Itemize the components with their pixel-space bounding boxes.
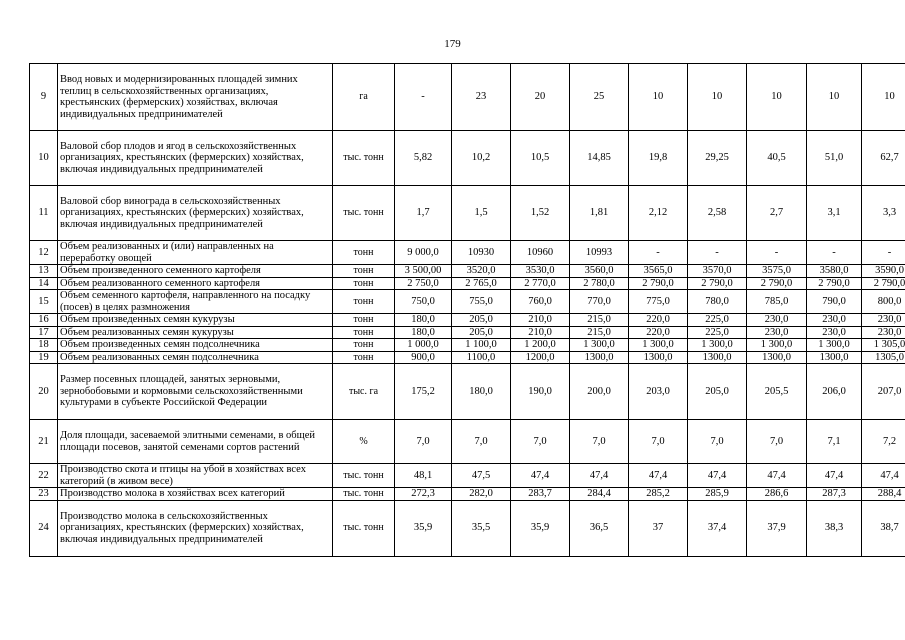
value-cell: 210,0 [511, 326, 570, 339]
value-cell: 283,7 [511, 488, 570, 501]
value-cell: 2 790,0 [807, 277, 862, 290]
value-cell: 3,1 [807, 186, 862, 241]
value-cell: 285,2 [629, 488, 688, 501]
value-cell: 205,0 [688, 364, 747, 420]
value-cell: 20 [511, 64, 570, 131]
value-cell: 19,8 [629, 131, 688, 186]
value-cell: 230,0 [862, 326, 905, 339]
value-cell: 2,7 [747, 186, 807, 241]
value-cell: 285,9 [688, 488, 747, 501]
value-cell: 206,0 [807, 364, 862, 420]
table-row [30, 364, 905, 420]
value-cell: 1300,0 [747, 351, 807, 364]
row-number: 24 [30, 500, 58, 556]
value-cell: 3 500,00 [395, 265, 452, 278]
value-cell: 1 200,0 [511, 339, 570, 352]
value-cell: 1,52 [511, 186, 570, 241]
unit-of-measure: тонн [333, 351, 395, 364]
table-row [30, 351, 905, 364]
value-cell: - [747, 241, 807, 265]
value-cell: 1 100,0 [452, 339, 511, 352]
value-cell: 7,0 [688, 420, 747, 464]
unit-of-measure: тыс. га [333, 364, 395, 420]
value-cell: 37,4 [688, 500, 747, 556]
value-cell: 282,0 [452, 488, 511, 501]
value-cell: - [629, 241, 688, 265]
value-cell: 210,0 [511, 314, 570, 327]
value-cell: 3580,0 [807, 265, 862, 278]
value-cell: 215,0 [570, 314, 629, 327]
value-cell: 47,5 [452, 464, 511, 488]
value-cell: 3,3 [862, 186, 905, 241]
value-cell: 180,0 [395, 314, 452, 327]
value-cell: 207,0 [862, 364, 905, 420]
unit-of-measure: тонн [333, 290, 395, 314]
page-number: 179 [444, 38, 461, 50]
value-cell: 755,0 [452, 290, 511, 314]
value-cell: 10960 [511, 241, 570, 265]
value-cell: 220,0 [629, 314, 688, 327]
value-cell: 205,0 [452, 326, 511, 339]
indicator-name: Производство молока в сельскохозяйственных организациях, крестьянских (фермерских) хозяйствах, включая индивидуальных предпринимателей [58, 500, 333, 556]
value-cell: 2 790,0 [862, 277, 905, 290]
unit-of-measure: % [333, 420, 395, 464]
table-row [30, 464, 905, 488]
value-cell: 1305,0 [862, 351, 905, 364]
value-cell: 47,4 [807, 464, 862, 488]
value-cell: 5,82 [395, 131, 452, 186]
row-number: 16 [30, 314, 58, 327]
value-cell: 47,4 [747, 464, 807, 488]
value-cell: 10 [862, 64, 905, 131]
value-cell: - [862, 241, 905, 265]
table-row [30, 186, 905, 241]
value-cell: 10 [688, 64, 747, 131]
value-cell: 1 300,0 [570, 339, 629, 352]
value-cell: 3575,0 [747, 265, 807, 278]
row-number: 15 [30, 290, 58, 314]
value-cell: 3520,0 [452, 265, 511, 278]
value-cell: 230,0 [747, 314, 807, 327]
value-cell: 10 [747, 64, 807, 131]
value-cell: 2 780,0 [570, 277, 629, 290]
unit-of-measure: тыс. тонн [333, 131, 395, 186]
value-cell: 2 790,0 [747, 277, 807, 290]
value-cell: 7,0 [452, 420, 511, 464]
value-cell: 10930 [452, 241, 511, 265]
row-number: 20 [30, 364, 58, 420]
row-number: 18 [30, 339, 58, 352]
value-cell: 1300,0 [688, 351, 747, 364]
value-cell: 205,0 [452, 314, 511, 327]
unit-of-measure: тонн [333, 277, 395, 290]
row-number: 12 [30, 241, 58, 265]
value-cell: 35,9 [395, 500, 452, 556]
table-row [30, 290, 905, 314]
indicators-table [29, 63, 905, 557]
table-row [30, 64, 905, 131]
value-cell: 7,0 [629, 420, 688, 464]
value-cell: 286,6 [747, 488, 807, 501]
value-cell: 1300,0 [807, 351, 862, 364]
value-cell: 785,0 [747, 290, 807, 314]
row-number: 17 [30, 326, 58, 339]
value-cell: 1,5 [452, 186, 511, 241]
value-cell: 1300,0 [570, 351, 629, 364]
value-cell: 200,0 [570, 364, 629, 420]
value-cell: 1 300,0 [807, 339, 862, 352]
value-cell: 29,25 [688, 131, 747, 186]
unit-of-measure: тыс. тонн [333, 488, 395, 501]
value-cell: 3570,0 [688, 265, 747, 278]
table-row [30, 241, 905, 265]
value-cell: 2,58 [688, 186, 747, 241]
indicator-name: Доля площади, засеваемой элитными семенами, в общей площади посевов, занятой семенами сортов растений [58, 420, 333, 464]
value-cell: 7,0 [570, 420, 629, 464]
table-row [30, 420, 905, 464]
row-number: 11 [30, 186, 58, 241]
row-number: 22 [30, 464, 58, 488]
value-cell: - [688, 241, 747, 265]
value-cell: 1,81 [570, 186, 629, 241]
value-cell: 2 765,0 [452, 277, 511, 290]
indicator-name: Объем реализованных семян подсолнечника [58, 351, 333, 364]
value-cell: 37 [629, 500, 688, 556]
value-cell: 2 790,0 [688, 277, 747, 290]
row-number: 21 [30, 420, 58, 464]
value-cell: 800,0 [862, 290, 905, 314]
value-cell: 7,0 [395, 420, 452, 464]
indicator-name: Объем произведенных семян подсолнечника [58, 339, 333, 352]
unit-of-measure: тыс. тонн [333, 464, 395, 488]
unit-of-measure: тонн [333, 326, 395, 339]
value-cell: 205,5 [747, 364, 807, 420]
value-cell: 3560,0 [570, 265, 629, 278]
value-cell: 790,0 [807, 290, 862, 314]
unit-of-measure: тонн [333, 241, 395, 265]
value-cell: 48,1 [395, 464, 452, 488]
value-cell: 900,0 [395, 351, 452, 364]
value-cell: 7,0 [511, 420, 570, 464]
table-row [30, 277, 905, 290]
value-cell: 760,0 [511, 290, 570, 314]
value-cell: - [807, 241, 862, 265]
table-row [30, 131, 905, 186]
value-cell: 780,0 [688, 290, 747, 314]
value-cell: 14,85 [570, 131, 629, 186]
value-cell: 7,1 [807, 420, 862, 464]
value-cell: 51,0 [807, 131, 862, 186]
indicator-name: Производство молока в хозяйствах всех категорий [58, 488, 333, 501]
indicator-name: Производство скота и птицы на убой в хозяйствах всех категорий (в живом весе) [58, 464, 333, 488]
value-cell: 25 [570, 64, 629, 131]
indicator-name: Объем реализованных семян кукурузы [58, 326, 333, 339]
row-number: 14 [30, 277, 58, 290]
table-row [30, 265, 905, 278]
value-cell: 47,4 [570, 464, 629, 488]
table-row [30, 314, 905, 327]
indicator-name: Валовой сбор плодов и ягод в сельскохозяйственных организациях, крестьянских (фермерских) хозяйствах, включая индивидуальных предпринимателей [58, 131, 333, 186]
value-cell: 3590,0 [862, 265, 905, 278]
value-cell: 1,7 [395, 186, 452, 241]
row-number: 10 [30, 131, 58, 186]
value-cell: 284,4 [570, 488, 629, 501]
value-cell: 40,5 [747, 131, 807, 186]
value-cell: 37,9 [747, 500, 807, 556]
value-cell: 10,2 [452, 131, 511, 186]
value-cell: 288,4 [862, 488, 905, 501]
value-cell: 62,7 [862, 131, 905, 186]
value-cell: 23 [452, 64, 511, 131]
value-cell: 47,4 [511, 464, 570, 488]
value-cell: 35,5 [452, 500, 511, 556]
unit-of-measure: га [333, 64, 395, 131]
value-cell: 47,4 [629, 464, 688, 488]
value-cell: 230,0 [807, 314, 862, 327]
table-row [30, 500, 905, 556]
value-cell: 10 [629, 64, 688, 131]
indicator-name: Размер посевных площадей, занятых зерновыми, зернобобовыми и кормовыми сельскохозяйственными культурами в субъекте Российской Федерации [58, 364, 333, 420]
value-cell: 2 750,0 [395, 277, 452, 290]
indicator-name: Объем семенного картофеля, направленного на посадку (посев) в целях размножения [58, 290, 333, 314]
value-cell: 36,5 [570, 500, 629, 556]
indicator-name: Объем реализованных и (или) направленных на переработку овощей [58, 241, 333, 265]
value-cell: 230,0 [862, 314, 905, 327]
value-cell: 9 000,0 [395, 241, 452, 265]
table-row [30, 339, 905, 352]
unit-of-measure: тонн [333, 339, 395, 352]
value-cell: 750,0 [395, 290, 452, 314]
value-cell: 770,0 [570, 290, 629, 314]
indicator-name: Валовой сбор винограда в сельскохозяйственных организациях, крестьянских (фермерских) хозяйствах, включая индивидуальных предпринимателей [58, 186, 333, 241]
value-cell: 230,0 [807, 326, 862, 339]
value-cell: 220,0 [629, 326, 688, 339]
value-cell: 287,3 [807, 488, 862, 501]
value-cell: 175,2 [395, 364, 452, 420]
indicator-name: Объем произведенных семян кукурузы [58, 314, 333, 327]
value-cell: 1 300,0 [688, 339, 747, 352]
value-cell: 10993 [570, 241, 629, 265]
value-cell: 190,0 [511, 364, 570, 420]
value-cell: 203,0 [629, 364, 688, 420]
unit-of-measure: тонн [333, 265, 395, 278]
value-cell: 230,0 [747, 326, 807, 339]
value-cell: 10 [807, 64, 862, 131]
value-cell: 35,9 [511, 500, 570, 556]
value-cell: 1 305,0 [862, 339, 905, 352]
value-cell: 1 300,0 [629, 339, 688, 352]
value-cell: - [395, 64, 452, 131]
indicator-name: Объем произведенного семенного картофеля [58, 265, 333, 278]
table-row [30, 326, 905, 339]
unit-of-measure: тыс. тонн [333, 186, 395, 241]
value-cell: 7,0 [747, 420, 807, 464]
value-cell: 2 790,0 [629, 277, 688, 290]
value-cell: 47,4 [862, 464, 905, 488]
value-cell: 3565,0 [629, 265, 688, 278]
value-cell: 2,12 [629, 186, 688, 241]
value-cell: 3530,0 [511, 265, 570, 278]
value-cell: 180,0 [452, 364, 511, 420]
value-cell: 1200,0 [511, 351, 570, 364]
value-cell: 1 000,0 [395, 339, 452, 352]
value-cell: 272,3 [395, 488, 452, 501]
value-cell: 225,0 [688, 326, 747, 339]
table-row [30, 488, 905, 501]
value-cell: 1100,0 [452, 351, 511, 364]
row-number: 19 [30, 351, 58, 364]
unit-of-measure: тонн [333, 314, 395, 327]
value-cell: 38,3 [807, 500, 862, 556]
indicator-name: Ввод новых и модернизированных площадей зимних теплиц в сельскохозяйственных организациях, крестьянских (фермерских) хозяйствах, включая индивидуальных предпринимателей [58, 64, 333, 131]
value-cell: 180,0 [395, 326, 452, 339]
value-cell: 38,7 [862, 500, 905, 556]
value-cell: 1 300,0 [747, 339, 807, 352]
value-cell: 7,2 [862, 420, 905, 464]
value-cell: 2 770,0 [511, 277, 570, 290]
row-number: 9 [30, 64, 58, 131]
value-cell: 215,0 [570, 326, 629, 339]
value-cell: 47,4 [688, 464, 747, 488]
row-number: 13 [30, 265, 58, 278]
row-number: 23 [30, 488, 58, 501]
value-cell: 225,0 [688, 314, 747, 327]
value-cell: 10,5 [511, 131, 570, 186]
indicator-name: Объем реализованного семенного картофеля [58, 277, 333, 290]
table-body [30, 64, 905, 557]
unit-of-measure: тыс. тонн [333, 500, 395, 556]
value-cell: 1300,0 [629, 351, 688, 364]
value-cell: 775,0 [629, 290, 688, 314]
